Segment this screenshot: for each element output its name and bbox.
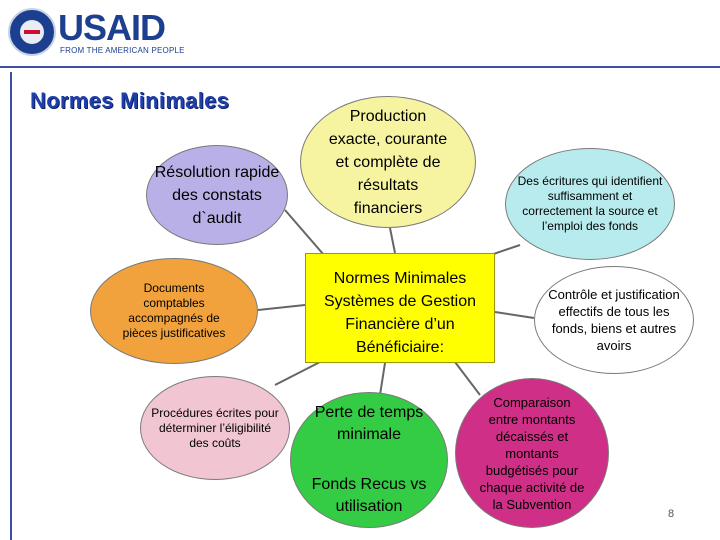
node-production-label: Production exacte, courante et complète de résultats financiers	[328, 107, 448, 217]
center-title: Normes Minimales	[333, 270, 467, 287]
node-documents	[90, 258, 258, 364]
node-resolution-label: Résolution rapide des constats d`audit	[154, 163, 280, 227]
center-node	[305, 253, 495, 363]
page-number: 8	[668, 508, 675, 520]
node-comparaison	[455, 378, 609, 528]
node-comparaison-label: Comparaison entre montants décaissés et montants budgétisés pour chaque activité de la Subvention	[479, 394, 585, 512]
node-resolution	[146, 145, 288, 245]
node-perte-label: Perte de temps minimale	[314, 404, 424, 443]
node-procedures-label: Procédures écrites pour déterminer l’éligibilité des coûts	[151, 405, 279, 450]
brand-tagline: FROM THE AMERICAN PEOPLE	[60, 46, 185, 55]
center-subtitle: Systèmes de Gestion Financière d’un Bénéficiaire:	[323, 293, 477, 356]
node-perte	[290, 392, 448, 528]
node-controle	[534, 266, 694, 374]
node-ecritures-label: Des écritures qui identifient suffisamment et correctement la source et l’emploi des fonds	[517, 174, 663, 233]
node-ecritures	[505, 148, 675, 260]
node-documents-label: Documents comptables accompagnés de pièces justificatives	[122, 281, 226, 340]
node-procedures	[140, 376, 290, 480]
node-production	[300, 96, 476, 228]
slide-title: Normes Minimales	[30, 88, 230, 113]
node-controle-label: Contrôle et justification effectifs de tous les fonds, biens et autres avoirs	[548, 287, 680, 353]
brand-name: USAID	[58, 7, 166, 48]
node-fonds-label: Fonds Recus vs utilisation	[311, 476, 427, 515]
